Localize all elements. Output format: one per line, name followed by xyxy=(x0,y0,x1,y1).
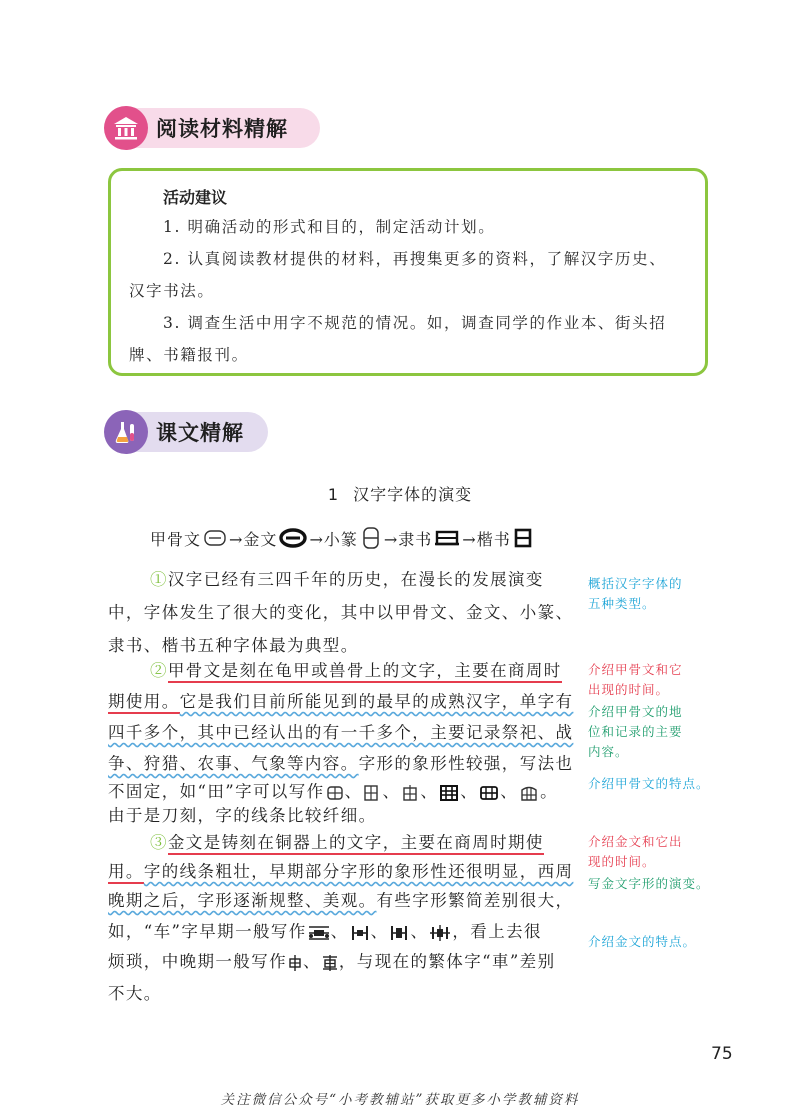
lesson-title-text: 汉字字体的演变 xyxy=(353,485,473,504)
lesson-title xyxy=(0,482,800,505)
bronze-che-glyph xyxy=(307,924,331,942)
margin-note: 位和记录的主要 xyxy=(588,724,683,739)
oracle-tian-variant-glyph xyxy=(325,784,345,802)
body-text: 。 xyxy=(540,782,559,801)
activity-line: 2. 认真阅读教材提供的材料，再搜集更多的资料，了解汉字历史、 xyxy=(163,250,667,268)
margin-note: 介绍甲骨文和它 xyxy=(588,662,683,677)
body-line xyxy=(150,829,544,853)
activity-line: 汉字书法。 xyxy=(129,282,215,300)
body-text: 有些字形繁简差别很大， xyxy=(376,891,574,910)
section-title: 阅读材料精解 xyxy=(156,117,288,141)
separator: 、 xyxy=(303,952,321,971)
body-line xyxy=(108,688,573,712)
body-text: 汉字已经有三四千年的历史，在漫长的发展演变 xyxy=(167,570,544,589)
margin-note: 内容。 xyxy=(588,744,629,759)
margin-note: 五种类型。 xyxy=(588,596,656,611)
seal-tian-glyph xyxy=(360,526,382,550)
body-text-underlined: 字的线条粗壮，早期部分字形的象形性还很明显，西周 xyxy=(143,862,574,881)
evolution-label: 甲骨文 xyxy=(150,529,202,549)
body-line xyxy=(108,858,573,882)
oracle-tian-glyph xyxy=(203,529,227,547)
body-text: 不固定，如“田”字可以写作 xyxy=(108,782,325,801)
bronze-che-late-glyph xyxy=(287,954,303,972)
body-text-underlined: 期使用。 xyxy=(108,692,180,714)
separator: 、 xyxy=(382,782,401,801)
section-title: 课文精解 xyxy=(156,421,244,445)
body-line xyxy=(108,948,555,972)
paragraph-marker: ③ xyxy=(150,833,168,852)
body-line: 不大。 xyxy=(108,984,162,1003)
margin-note: 介绍金文的特点。 xyxy=(588,934,697,949)
separator: 、 xyxy=(370,922,389,941)
body-line: 由于是刀刻，字的线条比较纤细。 xyxy=(108,806,377,825)
lesson-number: 1 xyxy=(327,485,340,504)
evolution-label: →隶书 xyxy=(383,529,433,549)
oracle-tian-variant-glyph xyxy=(518,784,540,802)
section-header-lesson xyxy=(108,412,268,452)
body-text-underlined: 用。 xyxy=(108,862,144,884)
body-line: 隶书、楷书五种字体最为典型。 xyxy=(108,636,359,655)
separator: 、 xyxy=(500,782,519,801)
margin-note: 介绍甲骨文的地 xyxy=(588,704,683,719)
body-text: ，看上去很 xyxy=(452,922,542,941)
evolution-label: →小篆 xyxy=(309,529,358,549)
activity-line: 牌、书籍报刊。 xyxy=(129,346,249,364)
body-text: ，与现在的繁体字“車”差别 xyxy=(338,952,556,971)
paragraph-marker: ② xyxy=(150,661,168,680)
body-text-underlined: 四千多个，其中已经认出的有一千多个，主要记录祭祀、战 xyxy=(108,723,574,742)
body-text-underlined: 它是我们目前所能见到的最早的成熟汉字，单字有 xyxy=(179,692,574,711)
oracle-tian-variant-glyph xyxy=(438,784,460,802)
body-line xyxy=(150,657,562,681)
regular-tian-glyph xyxy=(513,528,533,548)
activity-line: 1. 明确活动的形式和目的，制定活动计划。 xyxy=(163,218,496,236)
separator: 、 xyxy=(344,782,363,801)
margin-note: 介绍甲骨文的特点。 xyxy=(588,776,710,791)
body-line xyxy=(108,887,573,911)
margin-note: 现的时间。 xyxy=(588,854,656,869)
script-evolution-line xyxy=(150,526,535,550)
body-line xyxy=(108,918,542,942)
bronze-che-glyph xyxy=(349,924,371,942)
body-text: 如，“车”字早期一般写作 xyxy=(108,922,307,941)
bronze-che-late-glyph xyxy=(321,954,339,972)
body-line xyxy=(108,750,573,774)
margin-note: 概括汉字字体的 xyxy=(588,576,683,591)
paragraph-marker: ① xyxy=(150,570,168,589)
body-line: 中，字体发生了很大的变化，其中以甲骨文、金文、小篆、 xyxy=(108,603,574,622)
oracle-tian-variant-glyph xyxy=(478,784,500,802)
evolution-label: →金文 xyxy=(229,529,278,549)
bronze-che-glyph xyxy=(428,924,452,942)
oracle-tian-variant-glyph xyxy=(400,784,420,802)
footer-watermark-text: 关注微信公众号“小考教辅站”获取更多小学教辅资料 xyxy=(220,1092,580,1108)
body-text-underlined: 甲骨文是刻在龟甲或兽骨上的文字，主要在商周时 xyxy=(168,661,562,683)
flask-icon xyxy=(104,410,148,454)
body-text-underlined: 晚期之后，字形逐渐规整、美观。 xyxy=(108,891,377,910)
section-header-reading xyxy=(108,108,320,148)
bronze-che-glyph xyxy=(388,924,410,942)
separator: 、 xyxy=(330,922,349,941)
evolution-label: →楷书 xyxy=(462,529,511,549)
separator: 、 xyxy=(410,922,429,941)
activity-heading: 活动建议 xyxy=(163,188,228,207)
activity-line: 3. 调查生活中用字不规范的情况。如，调查同学的作业本、街头招 xyxy=(163,314,667,332)
body-text: 烦琐，中晚期一般写作 xyxy=(108,952,287,971)
body-text-underlined: 金文是铸刻在铜器上的文字，主要在商周时期使 xyxy=(168,833,544,855)
body-text: 字形的象形性较强，写法也 xyxy=(358,754,574,773)
bronze-tian-glyph xyxy=(279,528,307,548)
margin-note: 介绍金文和它出 xyxy=(588,834,683,849)
body-line xyxy=(150,566,544,590)
margin-note: 出现的时间。 xyxy=(588,682,670,697)
activity-box xyxy=(108,168,708,376)
body-line xyxy=(108,719,573,743)
separator: 、 xyxy=(460,782,479,801)
body-line xyxy=(108,778,558,802)
margin-note: 写金文字形的演变。 xyxy=(588,876,710,891)
page-number: 75 xyxy=(711,1044,733,1064)
clerical-tian-glyph xyxy=(434,529,460,547)
separator: 、 xyxy=(420,782,439,801)
oracle-tian-variant-glyph xyxy=(362,784,382,802)
building-icon xyxy=(104,106,148,150)
body-text-underlined: 争、狩猎、农事、气象等内容。 xyxy=(108,754,359,773)
